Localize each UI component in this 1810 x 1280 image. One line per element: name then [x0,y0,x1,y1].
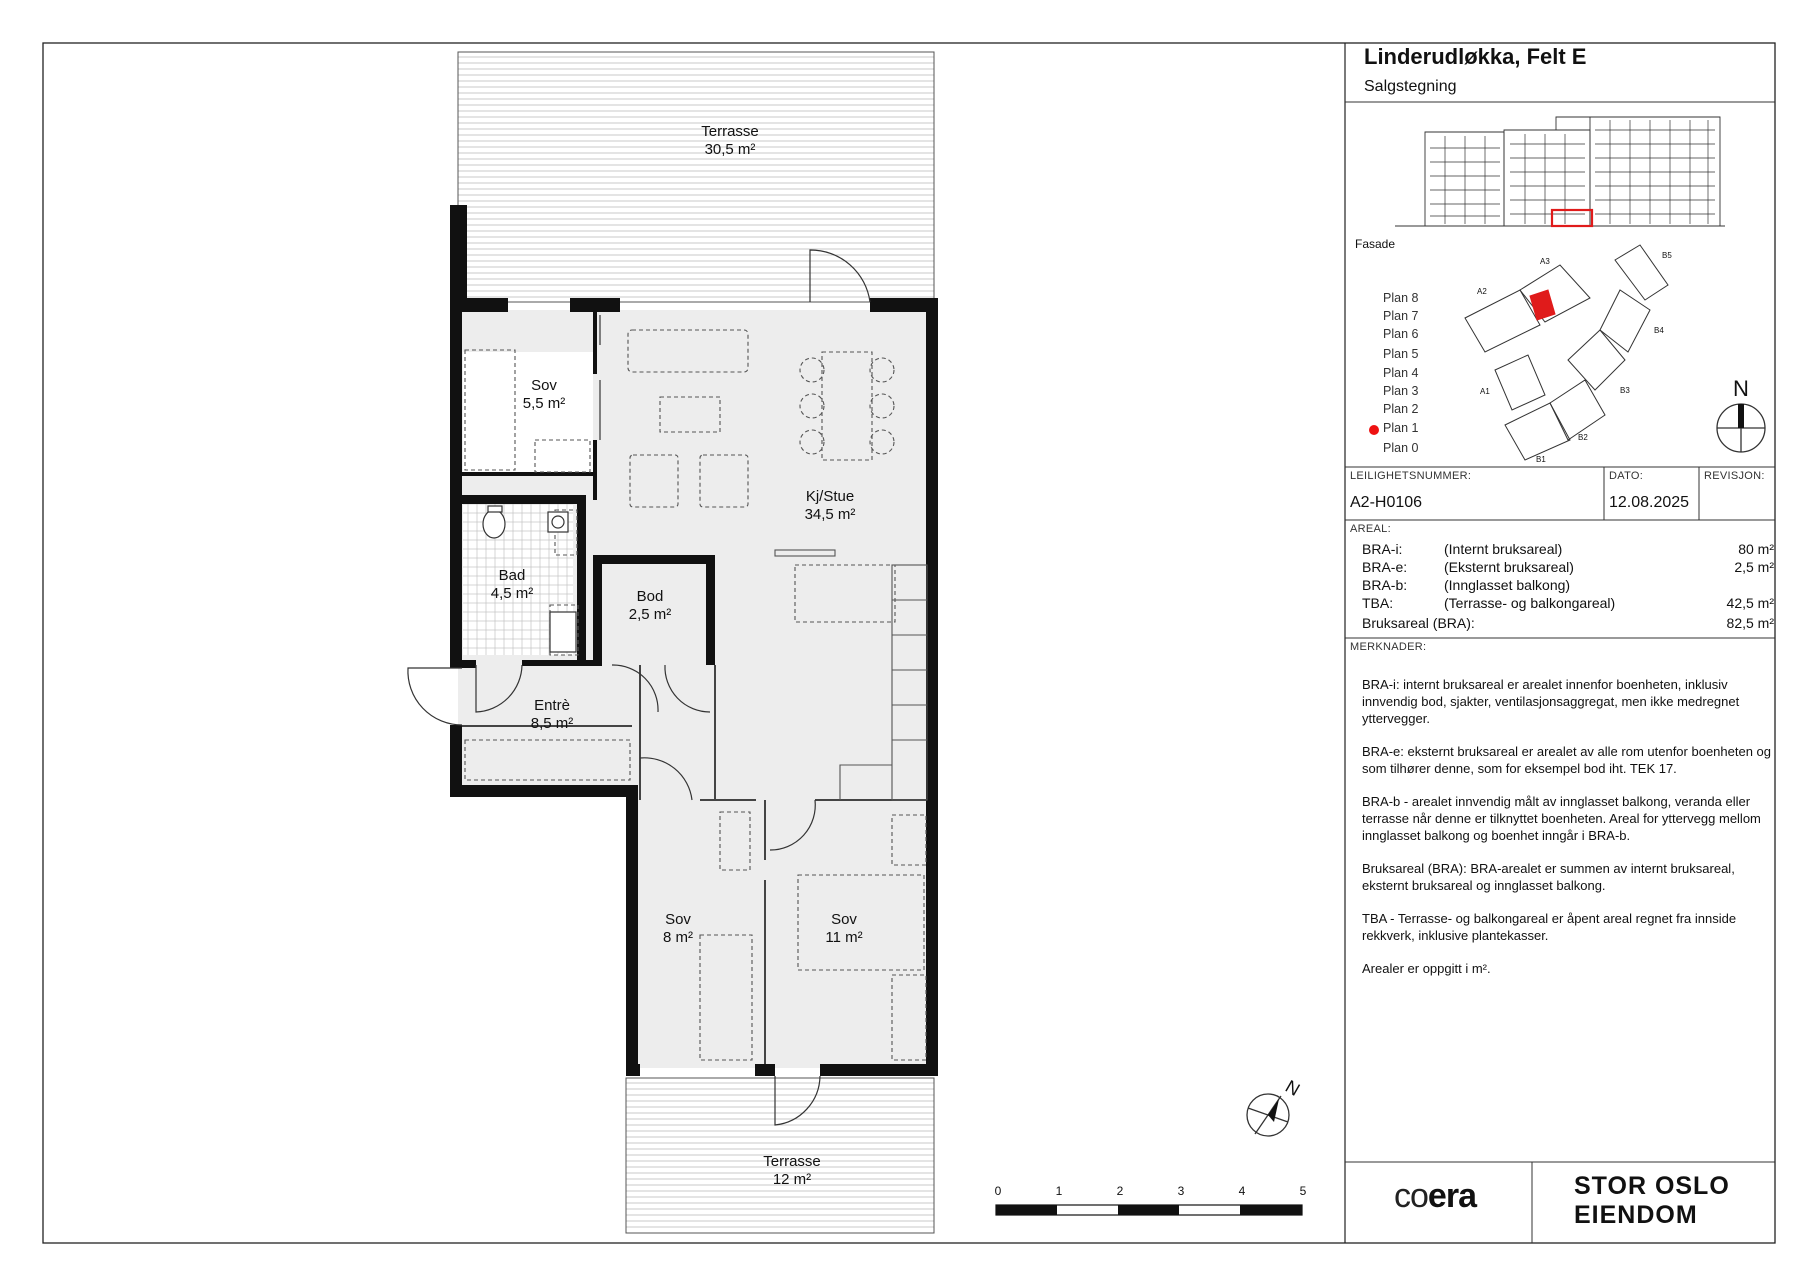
plan-level-item: Plan 2 [1383,402,1419,416]
room-name: Sov [531,377,557,394]
areal-desc: (Internt bruksareal) [1444,541,1563,557]
date-value: 12.08.2025 [1609,494,1690,511]
project-subtitle: Salgstegning [1364,78,1457,95]
note-paragraph: Bruksareal (BRA): BRA-arealet er summen av internt bruksareal, eksternt bruksareal og innglasset balkong. [1362,861,1735,893]
room-name: Bad [498,567,526,584]
areal-key: TBA: [1362,595,1394,611]
plan-level-item-active: Plan 1 [1383,421,1419,435]
merknader-notes [1362,676,1782,993]
scale-tick: 2 [1116,1184,1124,1198]
scale-tick: 1 [1055,1184,1063,1198]
areal-row [1362,615,1774,633]
scale-tick: 3 [1177,1184,1185,1198]
areal-key: BRA-e: [1362,559,1408,575]
note-paragraph: TBA - Terrasse- og balkongareal er åpent areal regnet fra innside rekkverk, inklusive plantekasser. [1362,911,1737,943]
key-north-label: N [1733,376,1749,401]
areal-key: Bruksareal (BRA): [1362,615,1475,631]
plan-level-item: Plan 0 [1383,441,1419,455]
unit-number-value: A2-H0106 [1350,494,1423,511]
note-paragraph: BRA-i: internt bruksareal er arealet innenfor boenheten, inklusiv innvendig bod, sjakter, ventilasjonsaggregat, men ikke medregnet yttervegger. [1362,677,1740,726]
room-area: 30,5 m² [704,141,756,158]
scale-tick: 4 [1238,1184,1246,1198]
building-label: B5 [1662,251,1672,260]
room-name: Entrè [534,697,570,714]
room-name: Terrasse [763,1153,821,1170]
room-name: Sov [665,911,691,928]
floor-plan [408,52,938,1233]
room-area: 4,5 m² [490,585,534,602]
room-name: Sov [831,911,857,928]
room-area: 8,5 m² [530,715,574,732]
room-name: Kj/Stue [805,488,855,505]
room-name: Terrasse [701,123,759,140]
building-label: B3 [1620,386,1630,395]
terrace-north [458,52,934,302]
plan-north-label: N [1282,1076,1304,1100]
plan-north-arrow-icon [1247,1076,1303,1136]
note-paragraph: BRA-b - arealet innvendig målt av innglasset balkong, veranda eller terrasse når denne er tilknyttet boenheten. Areal for yttervegg mellom innglasset balkong og boenhet inngår i BRA-b. [1362,794,1761,843]
revision-label: REVISJON: [1704,470,1765,482]
building-label: B1 [1536,455,1546,464]
scale-bar [995,1184,1307,1215]
areal-key: BRA-i: [1362,541,1403,557]
areal-value: 80 m² [1738,541,1774,557]
areal-row [1362,559,1774,577]
room-area: 34,5 m² [804,506,856,523]
scale-tick: 5 [1299,1184,1307,1198]
areal-desc: (Terrasse- og balkongareal) [1444,595,1616,611]
areal-row [1362,541,1774,559]
merknader-label: MERKNADER: [1350,641,1427,653]
key-north-arrow-icon [1717,376,1765,452]
room-area: 11 m² [825,929,863,946]
areal-label: AREAL: [1350,523,1391,535]
building-label: A3 [1540,257,1550,266]
areal-value: 2,5 m² [1734,559,1774,575]
areal-desc: (Innglasset balkong) [1444,577,1571,593]
logo-line-2: EIENDOM [1574,1201,1698,1229]
stor-oslo-eiendom-logo [1574,1172,1730,1230]
site-key-plan [1465,245,1668,460]
areal-value: 42,5 m² [1726,595,1774,611]
plan-level-item: Plan 3 [1383,384,1419,398]
room-area: 2,5 m² [628,606,672,623]
room-area: 8 m² [663,929,693,946]
facade-drawing [1395,117,1725,226]
note-paragraph: Arealer er oppgitt i m². [1362,961,1491,976]
building-label: B4 [1654,326,1664,335]
areal-row [1362,595,1774,613]
active-plan-dot-icon [1369,425,1379,435]
room-area: 12 m² [772,1171,812,1188]
building-label: B2 [1578,433,1588,442]
unit-number-label: LEILIGHETSNUMMER: [1350,470,1472,482]
room-area: 5,5 m² [522,395,566,412]
logo-line-1: STOR OSLO [1574,1172,1730,1200]
scale-tick: 0 [994,1184,1002,1198]
note-paragraph: BRA-e: eksternt bruksareal er arealet av alle rom utenfor boenheten og som tilhører denne, som for eksempel bod iht. TEK 17. [1362,744,1772,776]
areal-value: 82,5 m² [1726,615,1774,631]
building-label: A2 [1477,287,1487,296]
date-label: DATO: [1609,470,1644,482]
coera-logo-bold: era [1427,1177,1476,1215]
plan-level-item: Plan 4 [1383,366,1419,380]
coera-logo [1394,1177,1476,1216]
areal-row [1362,577,1774,595]
areal-key: BRA-b: [1362,577,1408,593]
plan-level-item: Plan 5 [1383,347,1419,361]
building-label: A1 [1480,387,1490,396]
plan-level-item: Plan 7 [1383,309,1419,323]
project-title: Linderudløkka, Felt E [1364,44,1587,69]
facade-label: Fasade [1355,237,1396,251]
plan-level-item: Plan 6 [1383,327,1419,341]
areal-desc: (Eksternt bruksareal) [1444,559,1574,575]
room-name: Bod [636,588,664,605]
plan-level-item: Plan 8 [1383,291,1419,305]
coera-logo-light: co [1394,1177,1428,1215]
